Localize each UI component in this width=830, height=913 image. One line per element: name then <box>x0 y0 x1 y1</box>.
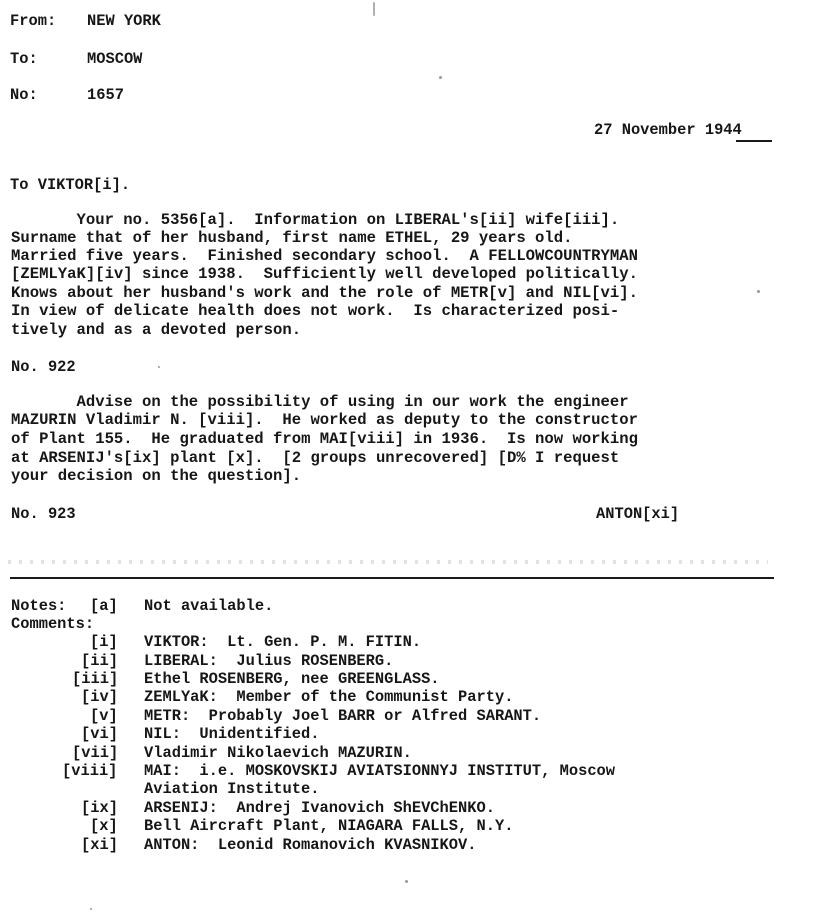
comment-text: Bell Aircraft Plant, NIAGARA FALLS, N.Y. <box>144 817 514 835</box>
comment-ref: [i] <box>90 633 118 651</box>
comment-ref: [iii] <box>72 670 119 688</box>
paragraph2-line: of Plant 155. He graduated from MAI[viii] in 1936. Is now working <box>11 430 638 448</box>
notes-text: Not available. <box>144 597 274 615</box>
scan-speck <box>158 366 160 368</box>
comment-text: Aviation Institute. <box>144 780 320 798</box>
paragraph2-line: your decision on the question]. <box>11 467 302 485</box>
from-value: NEW YORK <box>87 12 161 30</box>
message-date: 27 November 1944 <box>594 121 742 139</box>
comment-text: LIBERAL: Julius ROSENBERG. <box>144 652 394 670</box>
paragraph1-line: In view of delicate health does not work. Is characterized posi- <box>11 302 620 320</box>
paragraph1-line: Knows about her husband's work and the role of METR[v] and NIL[vi]. <box>11 284 638 302</box>
signature: ANTON[xi] <box>596 505 680 523</box>
number-922: No. 922 <box>11 358 76 376</box>
addressee: To VIKTOR[i]. <box>10 176 131 194</box>
comment-text: Ethel ROSENBERG, nee GREENGLASS. <box>144 670 440 688</box>
paragraph2-line: at ARSENIJ's[ix] plant [x]. [2 groups unrecovered] [D% I request <box>11 449 620 467</box>
scan-speck <box>90 908 92 910</box>
date-underline <box>736 140 772 142</box>
comments-label: Comments: <box>11 615 95 633</box>
comment-text: NIL: Unidentified. <box>144 725 320 743</box>
comment-ref: [vii] <box>72 744 119 762</box>
paragraph1-line: [ZEMLYaK][iv] since 1938. Sufficiently well developed politically. <box>11 265 638 283</box>
scan-speck <box>757 290 760 293</box>
comment-text: METR: Probably Joel BARR or Alfred SARANT. <box>144 707 542 725</box>
notes-label: Notes: <box>11 597 67 615</box>
message-number-label: No: <box>10 86 38 104</box>
comment-ref: [x] <box>90 817 118 835</box>
message-number-value: 1657 <box>87 86 124 104</box>
comment-text: VIKTOR: Lt. Gen. P. M. FITIN. <box>144 633 422 651</box>
paragraph2-line: MAZURIN Vladimir N. [viii]. He worked as deputy to the constructor <box>11 411 638 429</box>
comment-ref: [v] <box>90 707 118 725</box>
notes-ref: [a] <box>90 597 118 615</box>
paragraph1-line: Surname that of her husband, first name ETHEL, 29 years old. <box>11 229 573 247</box>
comment-ref: [ix] <box>81 799 118 817</box>
comment-ref: [ii] <box>81 652 118 670</box>
paragraph1-line: Your no. 5356[a]. Information on LIBERAL's[ii] wife[iii]. <box>11 211 620 229</box>
comment-text: ANTON: Leonid Romanovich KVASNIKOV. <box>144 836 477 854</box>
paragraph1-line: tively and as a devoted person. <box>11 321 302 339</box>
comment-ref: [iv] <box>81 688 118 706</box>
comment-ref: [vi] <box>81 725 118 743</box>
paragraph2-line: Advise on the possibility of using in our work the engineer <box>11 393 629 411</box>
comment-text: ARSENIJ: Andrej Ivanovich ShEVChENKO. <box>144 799 495 817</box>
comment-text: MAI: i.e. MOSKOVSKIJ AVIATSIONNYJ INSTITUT, Moscow <box>144 762 616 780</box>
scan-speck <box>405 880 408 883</box>
scan-speck <box>439 76 442 79</box>
to-value: MOSCOW <box>87 50 143 68</box>
scan-artifact <box>8 560 768 564</box>
comment-ref: [viii] <box>62 762 118 780</box>
notes-separator <box>10 577 774 579</box>
comment-ref: [xi] <box>81 836 118 854</box>
comment-text: Vladimir Nikolaevich MAZURIN. <box>144 744 412 762</box>
from-label: From: <box>10 12 57 30</box>
to-label: To: <box>10 50 38 68</box>
paragraph1-line: Married five years. Finished secondary school. A FELLOWCOUNTRYMAN <box>11 247 638 265</box>
number-923: No. 923 <box>11 505 76 523</box>
scan-speck <box>373 2 375 16</box>
comment-text: ZEMLYaK: Member of the Communist Party. <box>144 688 514 706</box>
